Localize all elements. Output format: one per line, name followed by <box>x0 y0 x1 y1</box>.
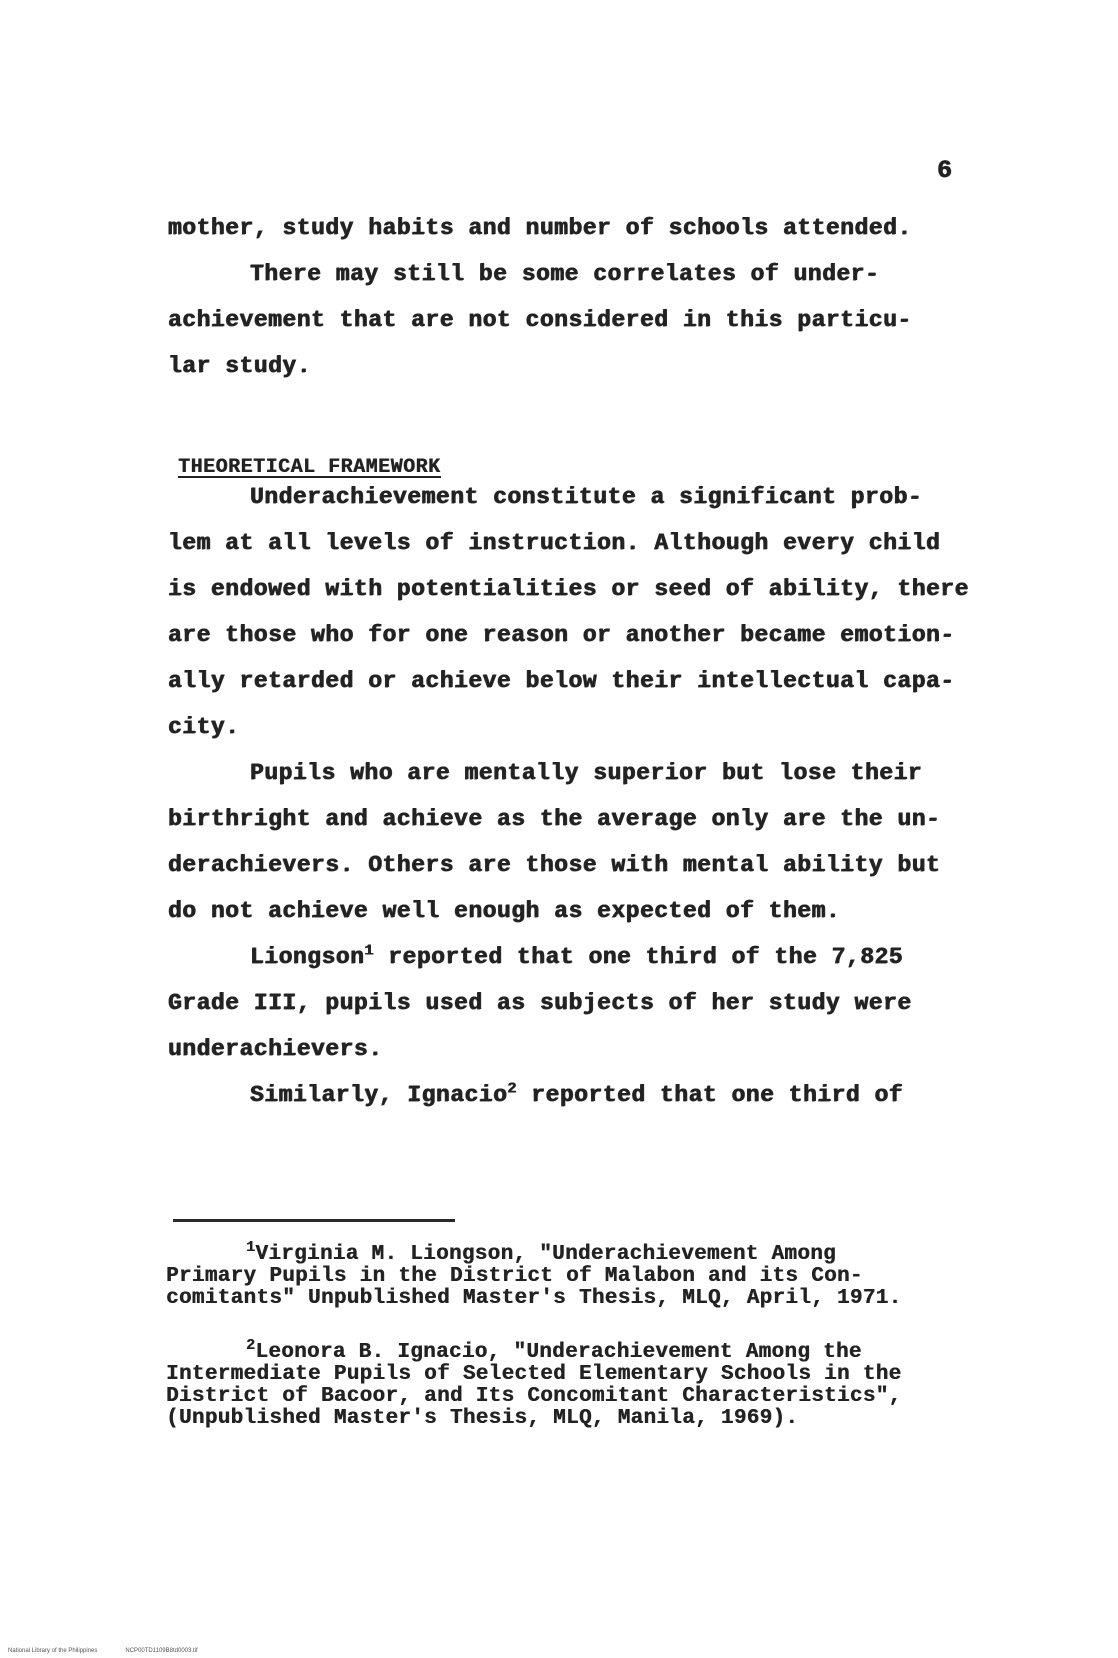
footnote-ref: 1 <box>364 942 374 960</box>
text-line: Underachievement constitute a significant prob- <box>250 484 923 510</box>
footnote-line: Primary Pupils in the District of Malabon and its Con- <box>166 1265 863 1288</box>
footnote-line: Virginia M. Liongson, "Underachievement Among <box>255 1243 836 1266</box>
text-line: ally retarded or achieve below their intellectual capa- <box>168 668 955 694</box>
file-id: NCP00TD1109B8td0003.tif <box>125 1648 198 1654</box>
footnote-mark: 2 <box>246 1337 256 1354</box>
text-line: There may still be some correlates of under- <box>250 261 880 287</box>
text-line: Pupils who are mentally superior but lose their <box>250 760 923 786</box>
citation-text: reported that one third of the 7,825 <box>373 944 904 970</box>
section-heading: THEORETICAL FRAMEWORK <box>178 456 441 479</box>
footnote-line: District of Bacoor, and Its Concomitant Characteristics", <box>166 1385 902 1408</box>
citation-text: reported that one third of <box>516 1082 904 1108</box>
text-line: birthright and achieve as the average only are the un- <box>168 806 941 832</box>
text-line: derachievers. Others are those with mental ability but <box>168 852 941 878</box>
footnote-divider <box>173 1219 455 1222</box>
citation-author: Similarly, Ignacio <box>250 1082 508 1108</box>
text-line <box>250 1082 903 1108</box>
text-line: do not achieve well enough as expected of them. <box>168 898 841 924</box>
text-line: city. <box>168 714 240 740</box>
text-line <box>250 944 903 970</box>
footnote-line: comitants" Unpublished Master's Thesis, MLQ, April, 1971. <box>166 1287 902 1310</box>
text-line: achievement that are not considered in this particu- <box>168 307 912 333</box>
footnote-line: Intermediate Pupils of Selected Elementary Schools in the <box>166 1363 902 1386</box>
footnote-2 <box>246 1337 862 1364</box>
citation-author: Liongson <box>250 944 365 970</box>
text-line: lar study. <box>168 353 312 379</box>
footnote-ref: 2 <box>507 1080 517 1098</box>
text-line: Grade III, pupils used as subjects of her study were <box>168 990 912 1016</box>
footnote-mark: 1 <box>246 1239 256 1256</box>
text-line: are those who for one reason or another became emotion- <box>168 622 955 648</box>
footnote-1 <box>246 1239 836 1266</box>
page-number: 6 <box>937 156 953 185</box>
text-line: lem at all levels of instruction. Although every child <box>168 530 941 556</box>
scan-footer <box>8 1648 226 1654</box>
library-label: National Library of the Philippines <box>8 1648 98 1654</box>
text-line: is endowed with potentialities or seed of ability, there <box>168 576 969 602</box>
footnote-line: (Unpublished Master's Thesis, MLQ, Manila, 1969). <box>166 1407 799 1430</box>
footnote-line: Leonora B. Ignacio, "Underachievement Among the <box>255 1341 862 1364</box>
text-line: mother, study habits and number of schools attended. <box>168 215 912 241</box>
text-line: underachievers. <box>168 1036 383 1062</box>
